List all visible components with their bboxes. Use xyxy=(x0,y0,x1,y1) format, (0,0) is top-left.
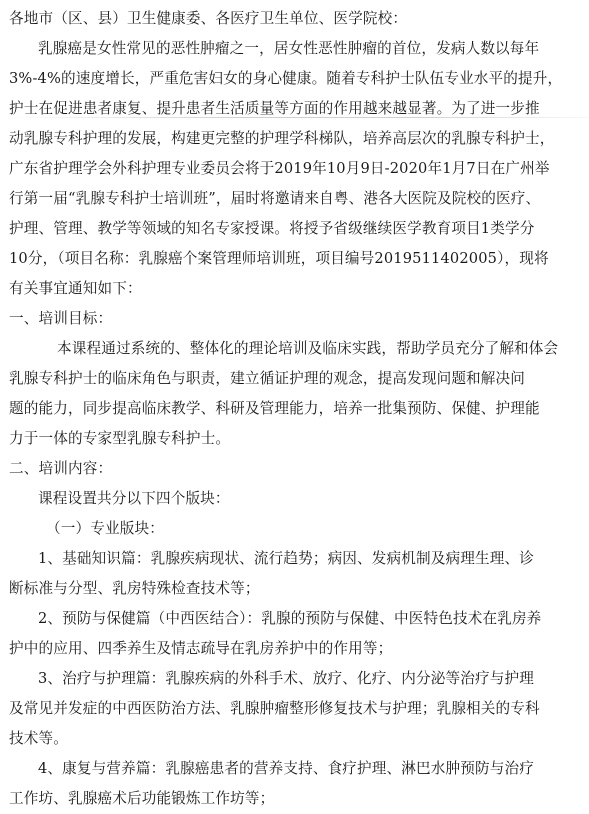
section-heading-training-goal: 一、培训目标： xyxy=(9,310,113,327)
item-treatment-nursing: 3、治疗与护理篇：乳腺疾病的外科手术、放疗、化疗、内分泌等治疗与护理 xyxy=(38,670,534,687)
intro-line: 有关事宜通知如下： xyxy=(9,280,142,297)
intro-line: 10分，（项目名称：乳腺癌个案管理师培训班，项目编号2019511402005），现将 xyxy=(9,250,549,267)
intro-line: 行第一届“乳腺专科护士培训班”，届时将邀请来自粤、港各大医院及院校的医疗、 xyxy=(9,190,541,207)
item-treatment-nursing-cont: 技术等。 xyxy=(9,730,68,747)
item-treatment-nursing-cont: 及常见并发症的中西医防治方法、乳腺肿瘤整形修复技术与护理；乳腺相关的专科 xyxy=(9,700,540,717)
salutation: 各地市（区、县）卫生健康委、各医疗卫生单位、医学院校： xyxy=(9,10,408,27)
section2-intro: 课程设置共分以下四个版块： xyxy=(38,490,230,507)
item-prevention-care: 2、预防与保健篇（中西医结合）：乳腺的预防与保健、中医特色技术在乳房养 xyxy=(38,610,542,627)
section1-line: 力于一体的专家型乳腺专科护士。 xyxy=(9,430,231,447)
intro-line: 广东省护理学会外科护理专业委员会将于2019年10月9日-2020年1月7日在广州举 xyxy=(9,160,550,177)
scan-artifact-line xyxy=(0,117,589,118)
section1-line: 题的能力，同步提高临床教学、科研及管理能力，培养一批集预防、保健、护理能 xyxy=(9,400,540,417)
section1-line: 乳腺专科护士的临床角色与职责，建立循证护理的观念，提高发现问题和解决问 xyxy=(9,370,526,387)
intro-line: 护士在促进患者康复、提升患者生活质量等方面的作用越来越显著。为了进一步推 xyxy=(9,100,540,117)
item-basic-knowledge: 1、基础知识篇：乳腺疾病现状、流行趋势；病因、发病机制及病理生理、诊 xyxy=(38,550,534,567)
intro-line: 护理、管理、教学等领域的知名专家授课。将授予省级继续医学教育项目1类学分 xyxy=(9,220,535,237)
intro-line: 动乳腺专科护理的发展，构建更完整的护理学科梯队，培养高层次的乳腺专科护士， xyxy=(9,130,555,147)
section-heading-training-content: 二、培训内容： xyxy=(9,460,113,477)
item-rehab-nutrition: 4、康复与营养篇：乳腺癌患者的营养支持、食疗护理、淋巴水肿预防与治疗 xyxy=(38,760,534,777)
item-basic-knowledge-cont: 断标准与分型、乳房特殊检查技术等； xyxy=(9,580,260,597)
item-prevention-care-cont: 护中的应用、四季养生及情志疏导在乳房养护中的作用等； xyxy=(9,640,393,657)
subsection-heading-professional: （一）专业版块： xyxy=(46,520,164,537)
section1-line: 本课程通过系统的、整体化的理论培训及临床实践，帮助学员充分了解和体会 xyxy=(57,340,559,357)
intro-line: 3%-4%的速度增长，严重危害妇女的身心健康。随着专科护士队伍专业水平的提升， xyxy=(9,70,563,87)
item-rehab-nutrition-cont: 工作坊、乳腺癌术后功能锻炼工作坊等； xyxy=(9,790,275,807)
intro-line: 乳腺癌是女性常见的恶性肿瘤之一，居女性恶性肿瘤的首位，发病人数以每年 xyxy=(38,40,540,57)
